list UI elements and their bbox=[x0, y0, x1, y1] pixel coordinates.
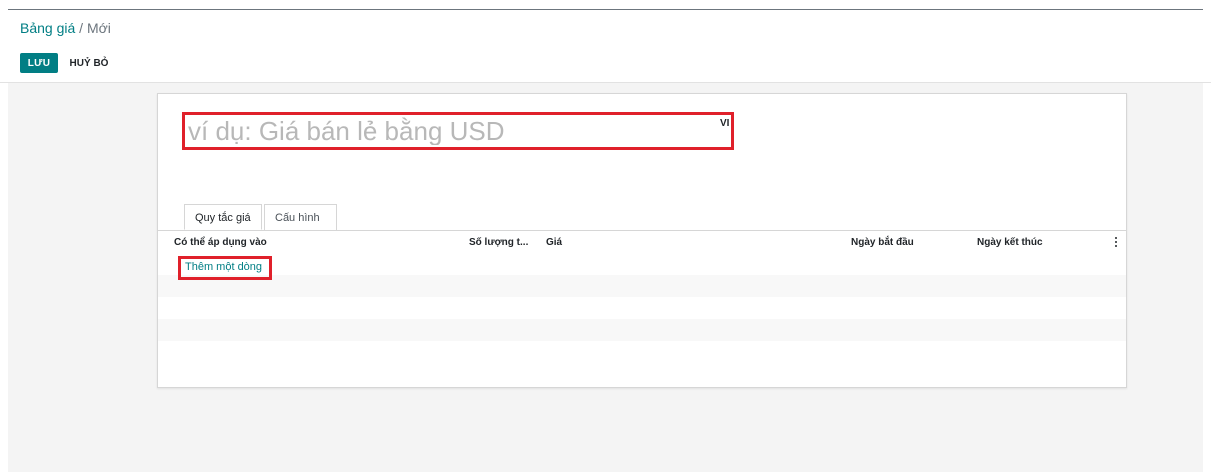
table-header bbox=[158, 231, 1126, 253]
tab-price-rules[interactable]: Quy tắc giá bbox=[184, 204, 262, 230]
language-badge[interactable]: VI bbox=[720, 118, 730, 129]
table-row bbox=[158, 253, 1126, 275]
kebab-menu-icon[interactable] bbox=[1112, 235, 1120, 249]
column-header-applied-on[interactable]: Có thể áp dụng vào bbox=[174, 237, 267, 248]
form-sheet bbox=[157, 93, 1127, 388]
column-header-min-quantity[interactable]: Số lượng t... bbox=[469, 237, 529, 248]
column-header-price[interactable]: Giá bbox=[546, 237, 563, 248]
breadcrumb-parent-link[interactable]: Bảng giá bbox=[20, 20, 76, 36]
table-row bbox=[158, 275, 1126, 297]
breadcrumb-current: Mới bbox=[86, 20, 111, 36]
column-header-end-date[interactable]: Ngày kết thúc bbox=[977, 237, 1043, 248]
add-line-link[interactable]: Thêm một dòng bbox=[185, 261, 263, 273]
pricelist-name-input[interactable] bbox=[188, 117, 708, 145]
breadcrumb-separator: / bbox=[75, 20, 87, 36]
discard-button[interactable]: HUỶ BỎ bbox=[64, 53, 114, 73]
column-header-start-date[interactable]: Ngày bắt đầu bbox=[851, 237, 914, 248]
tab-configuration[interactable]: Cấu hình bbox=[264, 204, 337, 230]
save-button[interactable]: LƯU bbox=[20, 53, 58, 73]
pricelist-name-highlight bbox=[182, 112, 734, 150]
table-row bbox=[158, 297, 1126, 319]
add-line-highlight bbox=[178, 256, 272, 280]
table-row bbox=[158, 319, 1126, 341]
control-panel bbox=[0, 10, 1211, 83]
breadcrumb bbox=[20, 20, 111, 36]
